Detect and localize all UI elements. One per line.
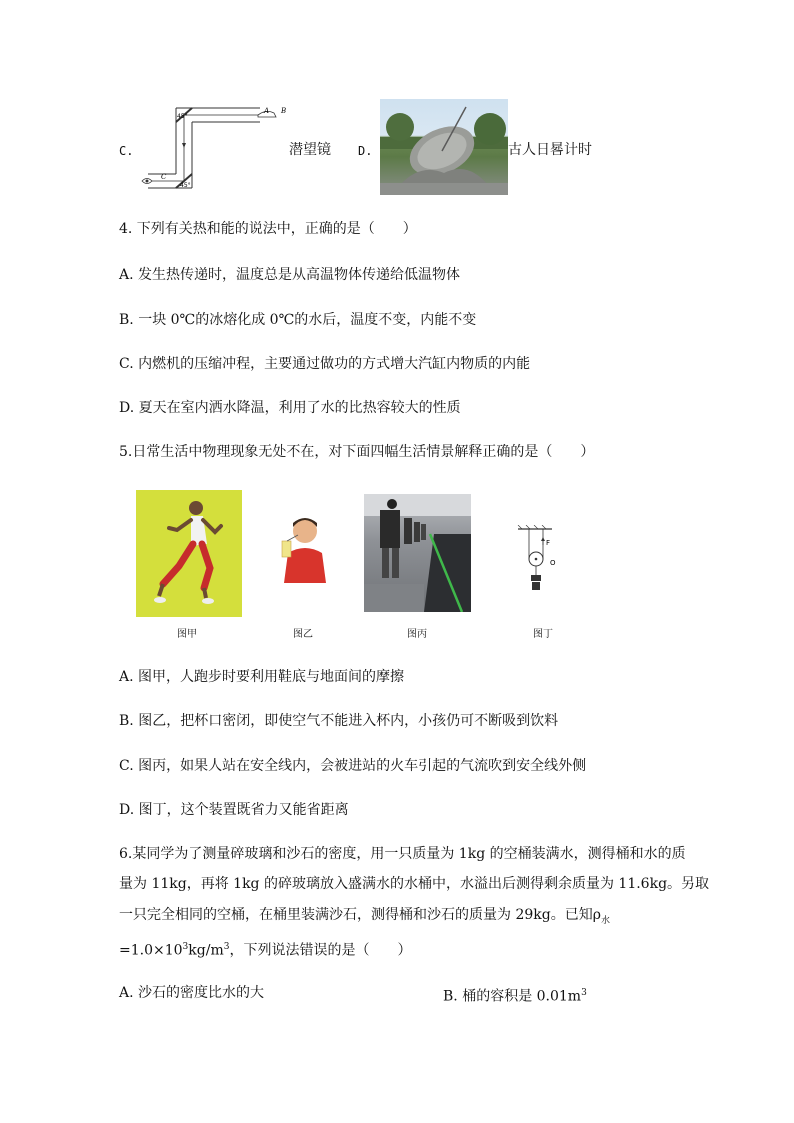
q4-option-b: B. 一块 0℃的冰熔化成 0℃的水后，温度不变，内能不变 <box>119 312 477 328</box>
q6-line-4: $=1.0\times 10^3kg/m^3$，下列说法错误的是（ ） <box>119 942 412 959</box>
q6-line-1: 6.某同学为了测量碎玻璃和沙石的密度，用一只质量为 1kg 的空桶装满水，测得桶和水的质 <box>119 846 686 862</box>
pulley-center-label: O <box>550 559 556 567</box>
angle-label-top: 45° <box>177 113 188 120</box>
child-drinking-photo <box>276 513 328 585</box>
caption-fig-ding: 图丁 <box>533 629 553 640</box>
q6-option-b: B. 桶的容积是 $0.01m^3$ <box>443 988 587 1005</box>
periscope-diagram <box>140 104 295 192</box>
q4-option-c: C. 内燃机的压缩冲程，主要通过做功的方式增大汽缸内物质的内能 <box>119 356 531 372</box>
pulley-diagram <box>512 525 560 601</box>
runner-photo <box>136 490 242 617</box>
station-photo <box>364 494 471 612</box>
sundial-photo <box>380 99 508 195</box>
q6-line-2: 量为 11kg，再将 1kg 的碎玻璃放入盛满水的水桶中，水溢出后测得剩余质量为 11.6kg。另取 <box>119 876 710 892</box>
caption-fig-yi: 图乙 <box>293 629 313 640</box>
caption-fig-jia: 图甲 <box>177 629 197 640</box>
point-label-c: C <box>161 173 167 181</box>
caption-fig-bing: 图丙 <box>407 629 427 640</box>
q5-option-b: B. 图乙，把杯口密闭，即使空气不能进入杯内，小孩仍可不断吸到饮料 <box>119 713 559 729</box>
option-d-label: D. <box>358 144 373 158</box>
angle-label-bottom: 45° <box>180 182 191 189</box>
q6-line-3: 一只完全相同的空桶，在桶里装满沙石，测得桶和沙石的质量为 29kg。已知$\rho_水$ <box>119 907 610 926</box>
q5-option-a: A. 图甲，人跑步时要利用鞋底与地面间的摩擦 <box>119 669 405 685</box>
q4-stem: 4. 下列有关热和能的说法中，正确的是（ ） <box>119 221 417 237</box>
q4-option-a: A. 发生热传递时，温度总是从高温物体传递给低温物体 <box>119 267 461 283</box>
point-label-b: B <box>281 107 287 115</box>
point-label-a: A <box>264 107 270 115</box>
q4-option-d: D. 夏天在室内洒水降温，利用了水的比热容较大的性质 <box>119 400 461 416</box>
q5-option-c: C. 图丙，如果人站在安全线内，会被进站的火车引起的气流吹到安全线外侧 <box>119 758 587 774</box>
option-d-caption: 古人日晷计时 <box>508 142 592 158</box>
q5-stem: 5.日常生活中物理现象无处不在，对下面四幅生活情景解释正确的是（ ） <box>119 444 595 460</box>
option-c-caption: 潜望镜 <box>289 142 331 158</box>
q5-option-d: D. 图丁，这个装置既省力又能省距离 <box>119 802 349 818</box>
q6-option-a: A. 沙石的密度比水的大 <box>119 985 265 1001</box>
option-c-label: C. <box>119 144 134 158</box>
force-label: F <box>546 539 551 547</box>
